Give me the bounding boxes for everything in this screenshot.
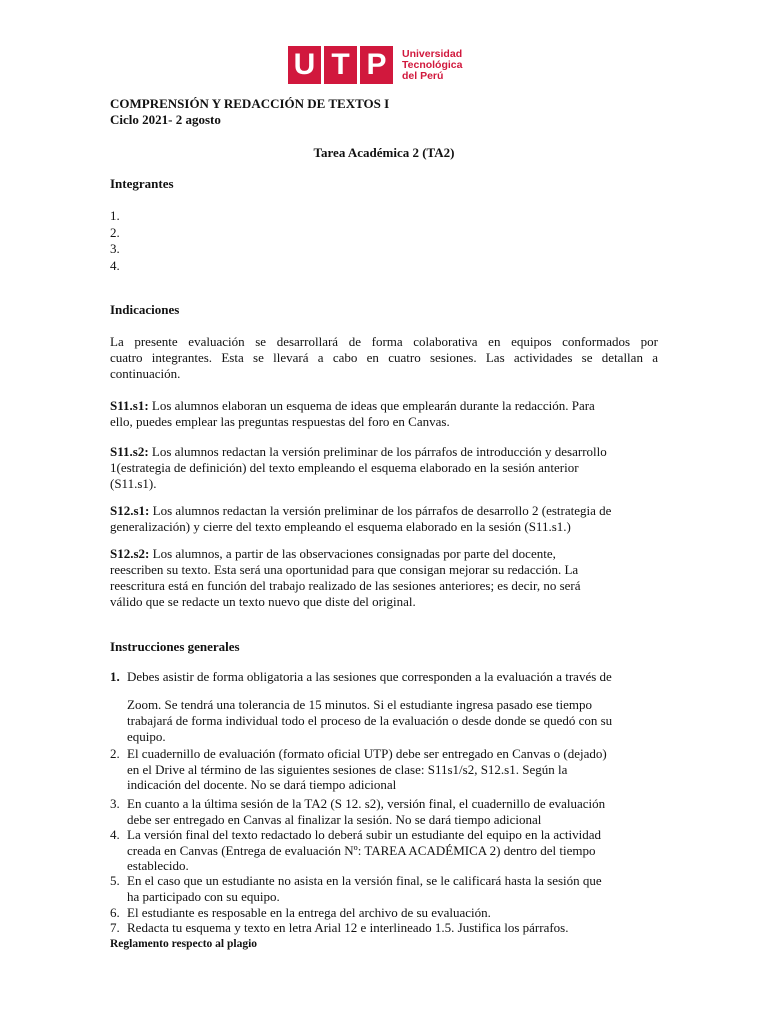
list-item-number: 5. [110, 873, 120, 888]
session-s12-s1: S12.s1: Los alumnos redactan la versión preliminar de los párrafos de desarrollo 2 (estrategia de generalización) y cierre del texto empleando el esquema elaborado en la sesión (S11.s1.) [110, 503, 612, 534]
member-item: 4. [110, 258, 120, 273]
session-s12-s2: S12.s2: Los alumnos, a partir de las observaciones consignadas por parte del docente, reescriben su texto. Esta será una oportunidad para que consigan mejorar su redacción. La reescritura está en función del trabajo realizado de las sesiones anteriores; es decir, no será válido que se redacte un texto nuevo que diste del original. [110, 546, 581, 609]
utp-logo [288, 46, 462, 84]
list-item-number: 4. [110, 827, 120, 842]
list-item-number: 1. [110, 669, 120, 684]
members-heading: Integrantes [110, 176, 174, 191]
instruction-item: La versión final del texto redactado lo deberá subir un estudiante del equipo en la actividad creada en Canvas (Entrega de evaluación Nº: TAREA ACADÉMICA 2) dentro del tiempo establecido. [127, 827, 601, 873]
cycle-label: Ciclo 2021- 2 agosto [110, 112, 221, 127]
instruction-item: En el caso que un estudiante no asista en la versión final, se le calificará hasta la sesión que ha participado con su equipo. [127, 873, 602, 904]
plagiarism-heading: Reglamento respecto al plagio [110, 938, 258, 950]
indications-heading: Indicaciones [110, 302, 180, 317]
instructions-heading: Instrucciones generales [110, 639, 240, 654]
instruction-item-continuation: Zoom. Se tendrá una tolerancia de 15 minutos. Si el estudiante ingresa pasado ese tiempo trabajará de forma individual todo el proceso de la evaluación o desde donde se quedó con su equipo. [127, 697, 613, 744]
list-item-number: 2. [110, 746, 120, 761]
instruction-item: En cuanto a la última sesión de la TA2 (S 12. s2), versión final, el cuadernillo de evaluación debe ser entregado en Canvas al finalizar la sesión. No se dará tiempo adicional [127, 796, 606, 827]
member-item: 3. [110, 241, 120, 256]
instruction-item: Debes asistir de forma obligatoria a las sesiones que corresponden a la evaluación a través de [127, 669, 612, 684]
logo-letter-p: P [360, 46, 393, 84]
logo-letter-t: T [324, 46, 357, 84]
indications-intro: La presente evaluación se desarrollará de forma colaborativa en equipos conformados por cuatro integrantes. Esta se llevará a cabo en cuatro sesiones. Las actividades se detallan a continuación. [110, 334, 658, 381]
course-title: COMPRENSIÓN Y REDACCIÓN DE TEXTOS I [110, 96, 390, 111]
logo-letter-u: U [288, 46, 321, 84]
list-item-number: 6. [110, 905, 120, 920]
logo-university-name: Universidad Tecnológica del Perú [402, 47, 463, 82]
session-s11-s1: S11.s1: Los alumnos elaboran un esquema de ideas que emplearán durante la redacción. Para ello, puedes emplear las preguntas respuestas del foro en Canvas. [110, 398, 595, 429]
instruction-item: El cuadernillo de evaluación (formato oficial UTP) debe ser entregado en Canvas o (dejado) en el Drive al término de las siguientes sesiones de clase: S11s1/s2, S12.s1. Según la indicación del docente. No se dará tiempo adicional [127, 746, 607, 792]
task-title: Tarea Académica 2 (TA2) [313, 145, 455, 160]
list-item-number: 3. [110, 796, 120, 811]
member-item: 1. [110, 208, 120, 223]
member-item: 2. [110, 225, 120, 240]
session-s11-s2: S11.s2: Los alumnos redactan la versión preliminar de los párrafos de introducción y desarrollo 1(estrategia de definición) del texto empleando el esquema elaborado en la sesión anterior (S11.s1). [110, 444, 607, 491]
list-item-number: 7. [110, 920, 120, 935]
instruction-item: El estudiante es resposable en la entrega del archivo de su evaluación. [127, 905, 491, 920]
instruction-item: Redacta tu esquema y texto en letra Arial 12 e interlineado 1.5. Justifica los párrafos. [127, 920, 569, 935]
